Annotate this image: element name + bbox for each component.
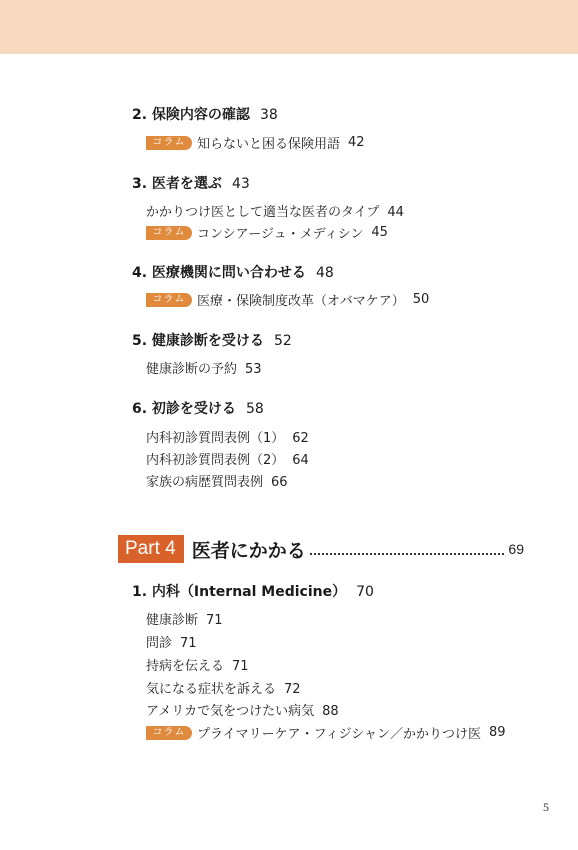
item-title: かかりつけ医として適当な医者のタイプ <box>146 205 380 220</box>
column-badge: コラム <box>146 136 192 150</box>
column-title: 知らないと困る保険用語 <box>197 137 341 152</box>
item-page: 88 <box>322 704 339 719</box>
section-page: 43 <box>231 176 250 192</box>
column-badge: コラム <box>146 226 192 240</box>
toc-item[interactable] <box>146 700 339 719</box>
column-page: 45 <box>371 225 388 240</box>
section-title: 1. 内科（Internal Medicine） <box>132 584 347 600</box>
item-page: 71 <box>180 636 197 651</box>
item-title: 家族の病歴質問表例 <box>146 475 264 490</box>
part-label: Part 4 <box>118 535 184 563</box>
toc-item[interactable] <box>146 655 249 674</box>
column-title: コンシアージュ・メディシン <box>197 227 364 242</box>
toc-item[interactable] <box>146 609 223 628</box>
section-page: 38 <box>259 107 278 123</box>
section-title: 5. 健康診断を受ける <box>132 333 264 349</box>
part-page: 69 <box>508 541 524 557</box>
column-entry[interactable] <box>146 723 506 742</box>
item-title: 気になる症状を訴える <box>146 682 277 697</box>
toc-section-heading[interactable] <box>132 330 292 350</box>
item-page: 62 <box>292 431 309 446</box>
part-title: 医者にかかる <box>191 539 306 562</box>
item-page: 71 <box>232 659 249 674</box>
section-page: 58 <box>245 401 264 417</box>
toc-item[interactable] <box>146 678 301 697</box>
column-page: 50 <box>412 292 430 307</box>
column-badge: コラム <box>146 726 192 740</box>
page-number: 5 <box>543 800 549 814</box>
toc-item[interactable] <box>146 471 288 490</box>
section-title: 4. 医療機関に問い合わせる <box>132 265 306 281</box>
section-page: 48 <box>315 265 334 281</box>
item-title: 持病を伝える <box>146 659 225 674</box>
column-entry[interactable] <box>146 290 429 309</box>
part-heading[interactable] <box>118 535 524 563</box>
section-title: 3. 医者を選ぶ <box>132 176 222 192</box>
toc-section-heading[interactable] <box>132 581 374 601</box>
item-title: 内科初診質問表例（1） <box>146 431 285 446</box>
leader-dots <box>310 543 505 555</box>
item-page: 44 <box>387 205 404 220</box>
item-page: 53 <box>245 362 262 377</box>
item-title: 問診 <box>146 636 173 651</box>
item-page: 64 <box>292 453 309 468</box>
section-title: 6. 初診を受ける <box>132 401 236 417</box>
column-entry[interactable] <box>146 133 365 152</box>
column-page: 89 <box>489 725 506 740</box>
toc-section-heading[interactable] <box>132 104 278 124</box>
toc-section-heading[interactable] <box>132 262 334 282</box>
section-page: 52 <box>273 333 292 349</box>
toc-item[interactable] <box>146 632 197 651</box>
item-title: 健康診断の予約 <box>146 362 238 377</box>
toc-item[interactable] <box>146 358 262 377</box>
toc-item[interactable] <box>146 201 404 220</box>
header-band <box>0 0 578 54</box>
item-page: 66 <box>271 475 288 490</box>
column-title: プライマリーケア・フィジシャン／かかりつけ医 <box>197 727 481 742</box>
column-badge: コラム <box>146 293 192 307</box>
column-page: 42 <box>348 135 365 150</box>
toc-section-heading[interactable] <box>132 398 264 418</box>
toc-item[interactable] <box>146 427 309 446</box>
item-title: アメリカで気をつけたい病気 <box>146 704 315 719</box>
item-page: 71 <box>206 613 223 628</box>
toc-section-heading[interactable] <box>132 173 250 193</box>
item-title: 健康診断 <box>146 613 199 628</box>
section-page: 70 <box>356 584 374 600</box>
section-title: 2. 保険内容の確認 <box>132 107 250 123</box>
column-title: 医療・保険制度改革（オバマケア） <box>197 294 405 309</box>
toc-item[interactable] <box>146 449 309 468</box>
item-title: 内科初診質問表例（2） <box>146 453 285 468</box>
column-entry[interactable] <box>146 223 388 242</box>
item-page: 72 <box>284 682 301 697</box>
